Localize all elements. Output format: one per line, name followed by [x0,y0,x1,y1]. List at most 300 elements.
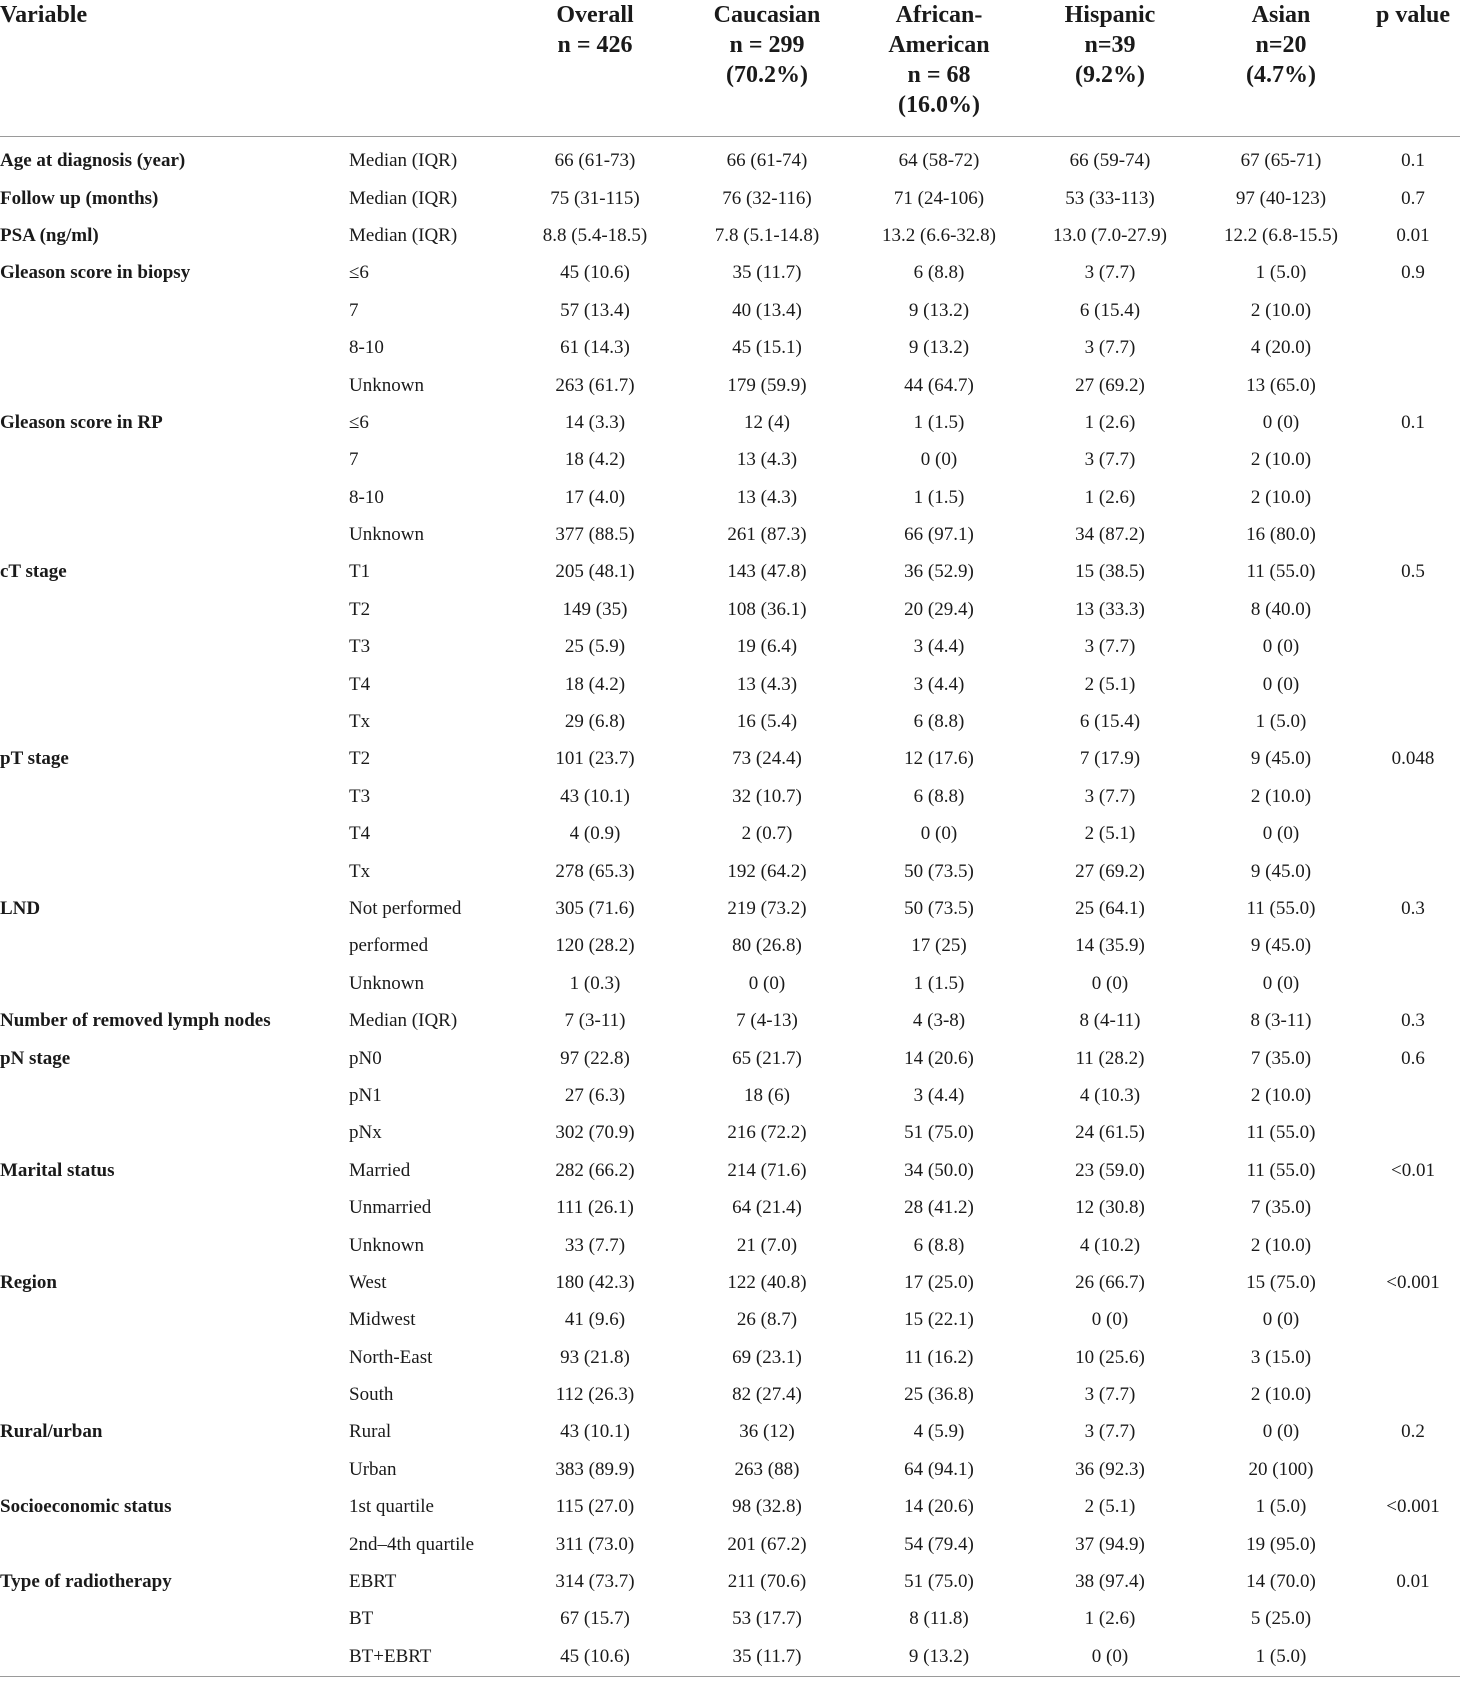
african-american-cell: 17 (25.0) [904,1271,974,1293]
category-cell: West [349,1271,387,1293]
table-row [0,778,1460,815]
overall-cell: 4 (0.9) [569,823,621,845]
overall-cell: 57 (13.4) [560,299,630,321]
p-value-cell: 0.3 [1401,1010,1425,1032]
african-american-cell: 51 (75.0) [904,1571,974,1593]
overall-cell: 8.8 (5.4-18.5) [542,224,648,246]
african-american-cell: 3 (4.4) [913,673,965,695]
hispanic-cell: 0 (0) [1091,1309,1129,1331]
african-american-cell: 12 (17.6) [904,748,974,770]
category-cell: 7 [349,449,359,471]
hispanic-cell: 1 (2.6) [1084,1608,1136,1630]
p-value-cell [1366,1601,1460,1638]
category-cell: performed [349,935,429,957]
overall-cell: 120 (28.2) [555,935,635,957]
table-row [0,1264,1460,1301]
overall-cell: 18 (4.2) [564,449,626,471]
overall-cell: 282 (66.2) [555,1159,635,1181]
table-row [0,217,1460,254]
caucasian-cell: 36 (12) [739,1421,795,1443]
caucasian-cell: 12 (4) [744,411,790,433]
variable-cell: Age at diagnosis (year) [0,150,186,172]
table-row [0,1002,1460,1039]
asian-cell: 2 (10.0) [1250,449,1312,471]
category-cell: Rural [349,1421,392,1443]
overall-cell: 180 (42.3) [555,1271,635,1293]
p-value-cell: 0.2 [1401,1421,1425,1443]
hispanic-cell: 3 (7.7) [1084,785,1136,807]
caucasian-cell: 13 (4.3) [736,486,798,508]
table-row [0,1563,1460,1600]
hispanic-cell: 2 (5.1) [1084,823,1136,845]
overall-cell: 67 (15.7) [560,1608,630,1630]
variable-cell [0,1638,340,1676]
caucasian-cell: 13 (4.3) [736,449,798,471]
african-american-cell: 0 (0) [920,823,958,845]
caucasian-cell: 0 (0) [748,972,786,994]
hispanic-cell: 12 (30.8) [1075,1197,1145,1219]
table-row [0,1227,1460,1264]
variable-cell: pT stage [0,748,69,770]
p-value-cell: 0.3 [1401,898,1425,919]
table-row [0,1339,1460,1376]
category-cell: Unknown [349,374,424,396]
category-cell: Married [349,1159,411,1181]
variable-cell [0,928,340,965]
hispanic-cell: 6 (15.4) [1079,299,1141,321]
asian-cell: 14 (70.0) [1246,1571,1316,1593]
overall-cell: 18 (4.2) [564,673,626,695]
asian-cell: 11 (55.0) [1246,561,1316,583]
p-value-cell [1366,965,1460,1002]
table-row [0,1077,1460,1114]
table-row [0,442,1460,479]
hispanic-cell: 53 (33-113) [1065,187,1155,209]
table-row [0,516,1460,553]
table-row [0,1638,1460,1676]
p-value-cell [1366,442,1460,479]
table-row [0,1189,1460,1226]
african-american-cell: 51 (75.0) [904,1122,974,1144]
asian-cell: 0 (0) [1262,411,1300,433]
african-american-cell: 34 (50.0) [904,1159,974,1181]
caucasian-cell: 16 (5.4) [736,711,798,733]
african-american-cell: 8 (11.8) [909,1608,969,1630]
african-american-cell: 50 (73.5) [904,860,974,882]
asian-cell: 0 (0) [1262,636,1300,658]
p-value-cell [1366,666,1460,703]
hispanic-cell: 23 (59.0) [1075,1159,1145,1181]
p-value-cell [1366,1189,1460,1226]
variable-cell [0,591,340,628]
p-value-cell: 0.9 [1401,262,1425,284]
african-american-cell: 17 (25) [911,935,967,957]
p-value-cell [1366,928,1460,965]
asian-cell: 9 (45.0) [1250,935,1312,957]
african-american-cell: 6 (8.8) [913,711,965,733]
asian-cell: 8 (40.0) [1250,598,1312,620]
variable-cell [0,965,340,1002]
asian-cell: 19 (95.0) [1246,1533,1316,1555]
hispanic-cell: 3 (7.7) [1084,1384,1136,1406]
caucasian-cell: 76 (32-116) [722,187,812,209]
hispanic-cell: 24 (61.5) [1075,1122,1145,1144]
hispanic-cell: 27 (69.2) [1075,374,1145,396]
p-value-cell: 0.6 [1401,1047,1425,1069]
hispanic-cell: 13 (33.3) [1075,598,1145,620]
african-american-cell: 0 (0) [920,449,958,471]
asian-cell: 11 (55.0) [1246,898,1316,919]
table-row [0,479,1460,516]
overall-cell: 205 (48.1) [555,561,635,583]
overall-cell: 75 (31-115) [550,187,640,209]
hispanic-cell: 15 (38.5) [1075,561,1145,583]
p-value-cell [1366,1077,1460,1114]
hispanic-cell: 26 (66.7) [1075,1271,1145,1293]
p-value-cell [1366,367,1460,404]
table-row [0,1451,1460,1488]
hispanic-cell: 1 (2.6) [1084,486,1136,508]
p-value-cell [1366,1302,1460,1339]
caucasian-cell: 80 (26.8) [732,935,802,957]
overall-cell: 43 (10.1) [560,1421,630,1443]
asian-cell: 9 (45.0) [1250,748,1312,770]
asian-cell: 2 (10.0) [1250,785,1312,807]
variable-cell: Type of radiotherapy [0,1571,172,1593]
table-row [0,629,1460,666]
variable-cell [0,666,340,703]
category-cell: Median (IQR) [349,1010,458,1032]
african-american-cell: 13.2 (6.6-32.8) [882,224,996,246]
table-row [0,703,1460,740]
asian-cell: 15 (75.0) [1246,1271,1316,1293]
variable-cell: Number of removed lymph nodes [0,1010,271,1032]
overall-cell: 33 (7.7) [564,1234,626,1256]
caucasian-cell: 19 (6.4) [736,636,798,658]
variable-cell [0,1451,340,1488]
asian-cell: 13 (65.0) [1246,374,1316,396]
category-cell: North-East [349,1346,433,1368]
p-value-cell [1366,703,1460,740]
variable-cell [0,292,340,329]
overall-cell: 14 (3.3) [564,411,626,433]
p-value-cell [1366,1376,1460,1413]
asian-cell: 1 (5.0) [1196,1638,1366,1676]
caucasian-cell: 201 (67.2) [727,1533,807,1555]
category-cell: T2 [349,598,371,620]
table-row [0,741,1460,778]
category-cell: ≤6 [349,262,369,284]
table-row [0,1526,1460,1563]
p-value-cell: 0.7 [1401,187,1425,209]
asian-cell: 4 (20.0) [1250,337,1312,359]
hispanic-cell: 36 (92.3) [1075,1458,1145,1480]
overall-cell: 29 (6.8) [564,711,626,733]
p-value-cell [1366,292,1460,329]
african-american-cell: 50 (73.5) [904,898,974,919]
table-row [0,853,1460,890]
p-value-cell [1366,329,1460,366]
category-cell: 7 [349,299,359,321]
caucasian-cell: 261 (87.3) [727,524,807,546]
category-cell: T1 [349,561,371,583]
header-category [340,0,510,136]
category-cell: Tx [349,860,371,882]
caucasian-cell: 66 (61-74) [726,150,808,172]
variable-cell: Rural/urban [0,1421,103,1443]
table-row [0,816,1460,853]
african-american-cell: 4 (5.9) [913,1421,965,1443]
p-value-cell [1366,1115,1460,1152]
table-row [0,928,1460,965]
overall-cell: 41 (9.6) [564,1309,626,1331]
table-row [0,666,1460,703]
caucasian-cell: 98 (32.8) [732,1496,802,1518]
caucasian-cell: 211 (70.6) [727,1571,807,1593]
african-american-cell: 4 (3-8) [912,1010,966,1032]
hispanic-cell: 4 (10.2) [1079,1234,1141,1256]
overall-cell: 112 (26.3) [555,1384,635,1406]
asian-cell: 2 (10.0) [1250,1084,1312,1106]
header-african-american: African- American n = 68 (16.0%) [854,0,1024,136]
caucasian-cell: 2 (0.7) [741,823,793,845]
category-cell: Midwest [349,1309,416,1331]
caucasian-cell: 143 (47.8) [727,561,807,583]
variable-cell [0,1302,340,1339]
hispanic-cell: 3 (7.7) [1084,262,1136,284]
table-row [0,1414,1460,1451]
asian-cell: 67 (65-71) [1240,150,1322,172]
african-american-cell: 54 (79.4) [904,1533,974,1555]
overall-cell: 115 (27.0) [555,1496,635,1518]
african-american-cell: 1 (1.5) [913,972,965,994]
variable-cell [0,1077,340,1114]
asian-cell: 9 (45.0) [1250,860,1312,882]
category-cell: Urban [349,1458,397,1480]
category-cell: Unknown [349,524,424,546]
variable-cell [0,1115,340,1152]
category-cell: 1st quartile [349,1496,434,1518]
category-cell: pN1 [349,1084,382,1106]
overall-cell: 302 (70.9) [555,1122,635,1144]
variable-cell: cT stage [0,561,67,583]
hispanic-cell: 34 (87.2) [1075,524,1145,546]
table-row [0,591,1460,628]
variable-cell: LND [0,898,41,919]
overall-cell: 7 (3-11) [564,1010,626,1032]
table-header [0,0,1460,136]
category-cell: T3 [349,636,371,658]
overall-cell: 278 (65.3) [555,860,635,882]
p-value-cell: 0.01 [1396,224,1430,246]
category-cell: 8-10 [349,337,384,359]
overall-cell: 66 (61-73) [554,150,636,172]
table-row [0,890,1460,927]
variable-cell [0,778,340,815]
hispanic-cell: 10 (25.6) [1075,1346,1145,1368]
hispanic-cell: 2 (5.1) [1084,1496,1136,1518]
caucasian-cell: 21 (7.0) [736,1234,798,1256]
caucasian-cell: 45 (15.1) [732,337,802,359]
caucasian-cell: 7 (4-13) [736,1010,798,1032]
hispanic-cell: 7 (17.9) [1079,748,1141,770]
african-american-cell: 1 (1.5) [913,486,965,508]
p-value-cell [1366,816,1460,853]
p-value-cell [1366,479,1460,516]
overall-cell: 45 (10.6) [510,1638,680,1676]
asian-cell: 2 (10.0) [1250,299,1312,321]
table-row [0,554,1460,591]
variable-cell: Region [0,1271,57,1293]
table-row [0,136,1460,180]
caucasian-cell: 263 (88) [734,1458,800,1480]
hispanic-cell: 8 (4-11) [1079,1010,1141,1032]
table-row [0,329,1460,366]
category-cell: T4 [349,673,371,695]
p-value-cell [1366,853,1460,890]
caucasian-cell: 219 (73.2) [727,898,807,919]
p-value-cell [1366,591,1460,628]
variable-cell [0,703,340,740]
overall-cell: 111 (26.1) [556,1197,634,1219]
overall-cell: 149 (35) [562,598,628,620]
asian-cell: 7 (35.0) [1250,1047,1312,1069]
asian-cell: 97 (40-123) [1235,187,1327,209]
caucasian-cell: 18 (6) [744,1084,790,1106]
caucasian-cell: 179 (59.9) [727,374,807,396]
table-row [0,180,1460,217]
asian-cell: 7 (35.0) [1250,1197,1312,1219]
header-asian: Asian n=20 (4.7%) [1196,0,1366,136]
category-cell: Unmarried [349,1197,432,1219]
category-cell: pN0 [349,1047,382,1069]
variable-cell: Marital status [0,1159,115,1181]
p-value-cell [1366,629,1460,666]
caucasian-cell: 35 (11.7) [680,1638,854,1676]
caucasian-cell: 108 (36.1) [727,598,807,620]
variable-cell: pN stage [0,1047,71,1069]
overall-cell: 377 (88.5) [555,524,635,546]
african-american-cell: 14 (20.6) [904,1047,974,1069]
caucasian-cell: 82 (27.4) [732,1384,802,1406]
table-row [0,965,1460,1002]
p-value-cell: <0.01 [1391,1159,1435,1181]
variable-cell [0,629,340,666]
asian-cell: 16 (80.0) [1246,524,1316,546]
header-hispanic: Hispanic n=39 (9.2%) [1024,0,1196,136]
caucasian-cell: 216 (72.2) [727,1122,807,1144]
table-row [0,292,1460,329]
category-cell: T4 [349,823,371,845]
hispanic-cell: 3 (7.7) [1084,1421,1136,1443]
p-value-cell [1366,516,1460,553]
category-cell: EBRT [349,1571,397,1593]
p-value-cell: 0.01 [1396,1571,1430,1593]
variable-cell [0,1189,340,1226]
variable-cell [0,1601,340,1638]
p-value-cell: 0.1 [1401,411,1425,433]
asian-cell: 1 (5.0) [1255,262,1307,284]
hispanic-cell: 0 (0) [1024,1638,1196,1676]
overall-cell: 383 (89.9) [555,1458,635,1480]
category-cell: ≤6 [349,411,369,433]
caucasian-cell: 65 (21.7) [732,1047,802,1069]
category-cell: T3 [349,785,371,807]
category-cell: Unknown [349,972,424,994]
hispanic-cell: 3 (7.7) [1084,636,1136,658]
asian-cell: 2 (10.0) [1250,1234,1312,1256]
african-american-cell: 64 (94.1) [904,1458,974,1480]
hispanic-cell: 66 (59-74) [1069,150,1151,172]
african-american-cell: 6 (8.8) [913,785,965,807]
asian-cell: 20 (100) [1248,1458,1314,1480]
caucasian-cell: 69 (23.1) [732,1346,802,1368]
overall-cell: 305 (71.6) [555,898,635,919]
hispanic-cell: 11 (28.2) [1075,1047,1145,1069]
hispanic-cell: 3 (7.7) [1084,449,1136,471]
category-cell: Not performed [349,898,462,919]
hispanic-cell: 0 (0) [1091,972,1129,994]
african-american-cell: 25 (36.8) [904,1384,974,1406]
caucasian-cell: 64 (21.4) [732,1197,802,1219]
hispanic-cell: 25 (64.1) [1075,898,1145,919]
caucasian-cell: 122 (40.8) [727,1271,807,1293]
asian-cell: 11 (55.0) [1246,1122,1316,1144]
overall-cell: 45 (10.6) [560,262,630,284]
category-cell: 2nd–4th quartile [349,1533,475,1555]
table-row [0,1115,1460,1152]
header-p-value: p value [1366,0,1460,136]
p-value-cell [1366,1526,1460,1563]
table-row [0,367,1460,404]
hispanic-cell: 27 (69.2) [1075,860,1145,882]
variable-cell [0,816,340,853]
overall-cell: 27 (6.3) [564,1084,626,1106]
asian-cell: 0 (0) [1262,1421,1300,1443]
african-american-cell: 6 (8.8) [913,1234,965,1256]
p-value-cell: <0.001 [1386,1271,1440,1293]
african-american-cell: 9 (13.2) [854,1638,1024,1676]
asian-cell: 1 (5.0) [1255,711,1307,733]
overall-cell: 93 (21.8) [560,1346,630,1368]
table-row [0,1489,1460,1526]
variable-cell [0,367,340,404]
overall-cell: 17 (4.0) [564,486,626,508]
category-cell: Median (IQR) [349,187,458,209]
p-value-cell [1366,778,1460,815]
p-value-cell: 0.5 [1401,561,1425,583]
african-american-cell: 9 (13.2) [908,299,970,321]
african-american-cell: 14 (20.6) [904,1496,974,1518]
asian-cell: 2 (10.0) [1250,486,1312,508]
p-value-cell: 0.1 [1401,150,1425,172]
african-american-cell: 44 (64.7) [904,374,974,396]
table-row [0,1376,1460,1413]
category-cell: Median (IQR) [349,224,458,246]
table-row [0,404,1460,441]
asian-cell: 11 (55.0) [1246,1159,1316,1181]
header-overall: Overall n = 426 [510,0,680,136]
variable-cell [0,1526,340,1563]
variable-cell: Socioeconomic status [0,1496,172,1518]
african-american-cell: 15 (22.1) [904,1309,974,1331]
header-variable: Variable [0,0,340,136]
table-row [0,1302,1460,1339]
african-american-cell: 71 (24-106) [893,187,985,209]
category-cell: pNx [349,1122,382,1144]
african-american-cell: 11 (16.2) [904,1346,974,1368]
asian-cell: 0 (0) [1262,673,1300,695]
